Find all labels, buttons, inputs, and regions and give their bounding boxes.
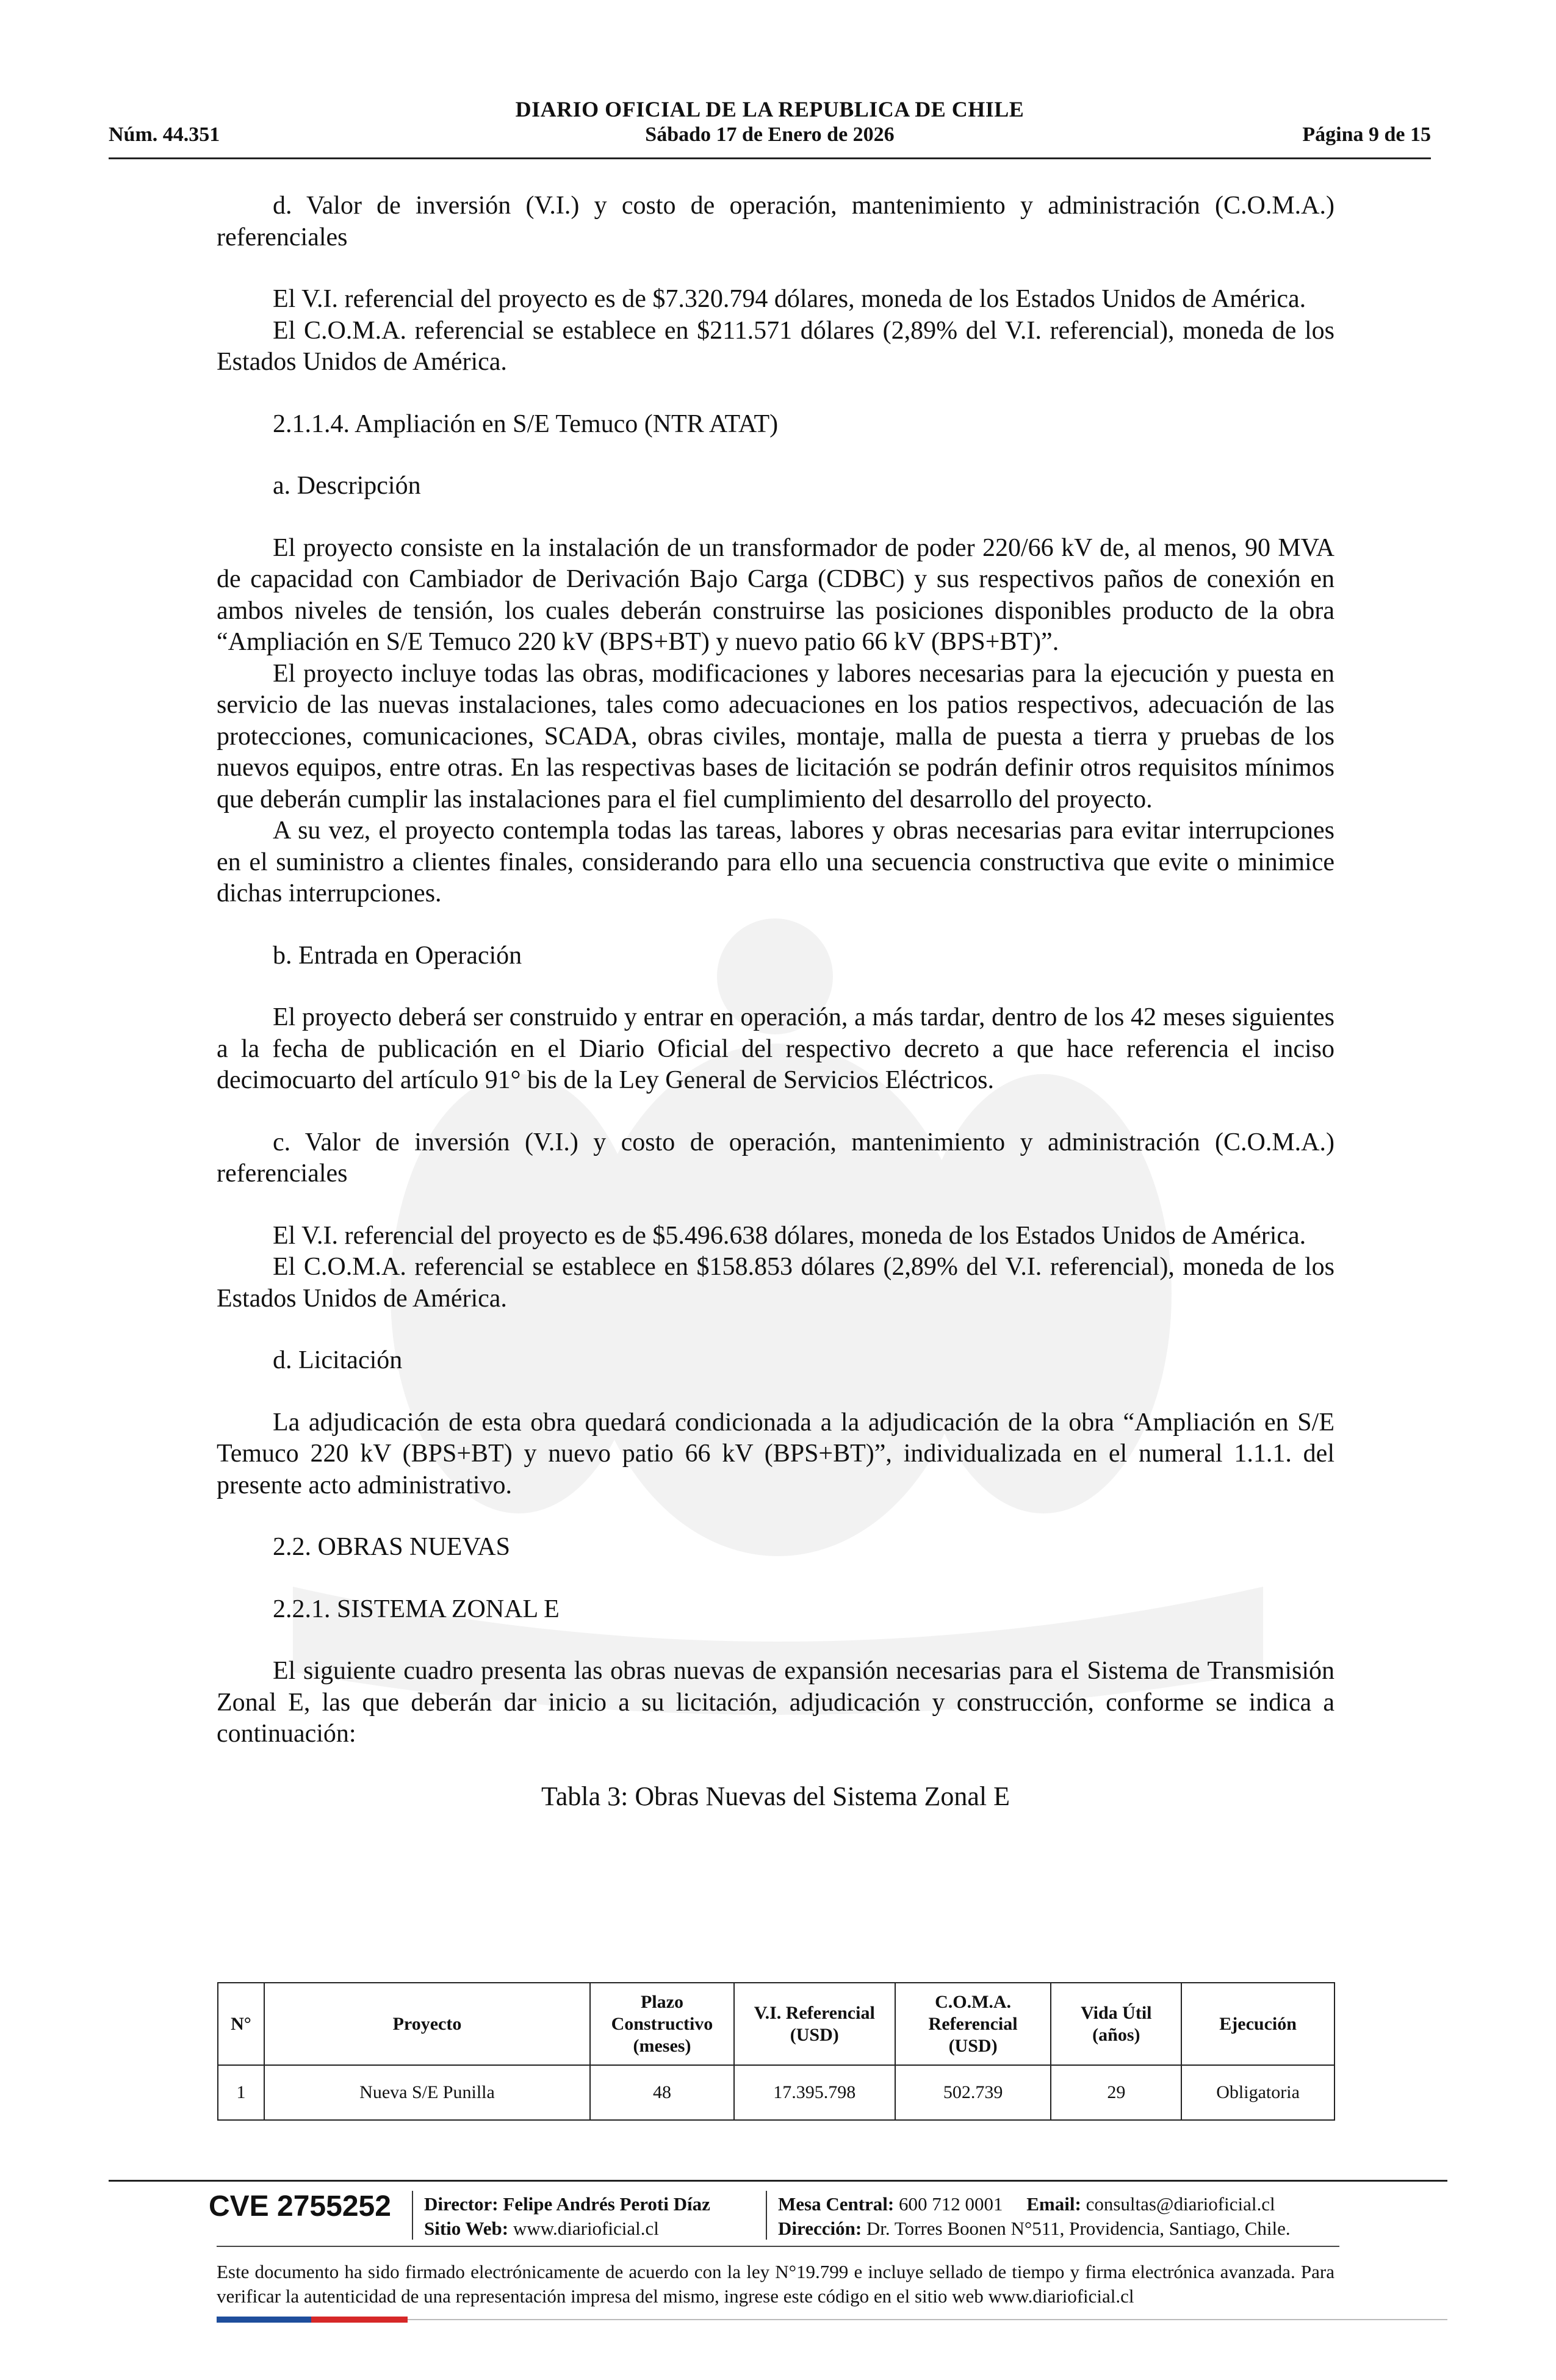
paragraph-descripcion-3: A su vez, el proyecto contempla todas las tareas, labores y obras necesarias para evitar interrupciones en el suministro a clientes finales, considerando para ello una secuencia constructiva que evite o minimice dichas interrupciones. (217, 817, 1334, 907)
footer-rule (109, 2180, 1447, 2182)
col-header-coma: C.O.M.A. Referencial (USD) (895, 1983, 1051, 2065)
legal-notice: Este documento ha sido firmado electrónicamente de acuerdo con la ley N°19.799 e incluye sellado de tiempo y firma electrónica avanzada. Para verificar la autenticidad de una representación impresa del mismo, ingrese este código en el sitio web www.diarioficial.cl (217, 2261, 1334, 2307)
paragraph-cuadro: El siguiente cuadro presenta las obras nuevas de expansión necesarias para el Sistema de Transmisión Zonal E, las que deberán dar inicio a su licitación, adjudicación y construcción, conforme se indica a continuación: (217, 1657, 1334, 1748)
cell-vi: 17.395.798 (734, 2065, 895, 2120)
footer-divider (412, 2191, 413, 2240)
section-heading-d-licitacion: d. Licitación (273, 1346, 403, 1374)
footer-bottom-line (408, 2319, 1447, 2320)
paragraph-licitacion: La adjudicación de esta obra quedará condicionada a la adjudicación de la obra “Ampliación en S/E Temuco 220 kV (BPS+BT) y nuevo patio 66 kV (BPS+BT)”, individualizada en el numeral 1.1.1. del presente acto administrativo. (217, 1408, 1334, 1499)
issue-date: Sábado 17 de Enero de 2026 (645, 123, 895, 146)
table-header-row (218, 1983, 1334, 2065)
section-heading-a-descripcion: a. Descripción (273, 472, 421, 500)
header-rule (109, 157, 1431, 159)
paragraph-vi-2: El V.I. referencial del proyecto es de $5.496.638 dólares, moneda de los Estados Unidos de América. (273, 1221, 1306, 1250)
cell-vida: 29 (1051, 2065, 1181, 2120)
table-caption: Tabla 3: Obras Nuevas del Sistema Zonal E (541, 1781, 1010, 1811)
obras-nuevas-table (217, 1982, 1335, 2121)
cell-ejecucion: Obligatoria (1181, 2065, 1334, 2120)
email-link[interactable]: consultas@diarioficial.cl (1086, 2193, 1275, 2215)
footer-director-block: Director: Felipe Andrés Peroti Díaz Sitio Web: www.diarioficial.cl (424, 2193, 710, 2239)
paragraph-vi: El V.I. referencial del proyecto es de $7.320.794 dólares, moneda de los Estados Unidos de América. (273, 285, 1306, 313)
website-link[interactable]: www.diarioficial.cl (513, 2218, 659, 2239)
flag-stripe-red (311, 2317, 408, 2323)
flag-stripe-blue (217, 2317, 311, 2323)
paragraph-descripcion-2: El proyecto incluye todas las obras, modificaciones y labores necesarias para la ejecución y puesta en servicio de las nuevas instalaciones, tales como adecuaciones en los patios respectivos, adecuación de las protecciones, comunicaciones, SCADA, obras civiles, montaje, malla de puesta a tierra y pruebas de los nuevos equipos, entre otras. En las respectivas bases de licitación se podrán definir otros requisitos mínimos que deberán cumplir las instalaciones para el fiel cumplimiento del desarrollo del proyecto. (217, 659, 1334, 813)
phone-number: 600 712 0001 (899, 2193, 1003, 2215)
paragraph-coma: El C.O.M.A. referencial se establece en $211.571 dólares (2,89% del V.I. referencial), moneda de los Estados Unidos de América. (217, 316, 1334, 376)
col-header-vi: V.I. Referencial (USD) (734, 1983, 895, 2065)
col-header-vida: Vida Útil (años) (1051, 1983, 1181, 2065)
col-header-n: N° (218, 1983, 264, 2065)
issue-number: Núm. 44.351 (109, 123, 220, 146)
cell-n: 1 (218, 2065, 264, 2120)
paragraph-coma-2: El C.O.M.A. referencial se establece en $158.853 dólares (2,89% del V.I. referencial), moneda de los Estados Unidos de América. (217, 1253, 1334, 1313)
paragraph-descripcion-1: El proyecto consiste en la instalación de un transformador de poder 220/66 kV de, al menos, 90 MVA de capacidad con Cambiador de Derivación Bajo Carga (CDBC) y sus respectivos paños de conexión en ambos niveles de tensión, los cuales deberán construirse las posiciones disponibles producto de la obra “Ampliación en S/E Temuco 220 kV (BPS+BT) y nuevo patio 66 kV (BPS+BT)”. (217, 533, 1334, 656)
section-heading-c-valor: c. Valor de inversión (V.I.) y costo de operación, mantenimiento y administración (C.O.M.A.) referenciales (217, 1128, 1334, 1188)
cell-plazo: 48 (590, 2065, 734, 2120)
document-body (217, 190, 1334, 1812)
section-heading-d-valor: d. Valor de inversión (V.I.) y costo de operación, mantenimiento y administración (C.O.M.A.) referenciales (217, 192, 1334, 251)
cell-proyecto: Nueva S/E Punilla (264, 2065, 590, 2120)
newspaper-title: DIARIO OFICIAL DE LA REPUBLICA DE CHILE (515, 97, 1025, 121)
table-row (218, 2065, 1334, 2120)
cve-code: CVE 2755252 (209, 2190, 391, 2223)
address: Dr. Torres Boonen N°511, Providencia, Santiago, Chile. (866, 2218, 1291, 2239)
section-heading-22: 2.2. OBRAS NUEVAS (273, 1533, 510, 1561)
col-header-proyecto: Proyecto (264, 1983, 590, 2065)
paragraph-operacion: El proyecto deberá ser construido y entrar en operación, a más tardar, dentro de los 42 meses siguientes a la fecha de publicación en el Diario Oficial del respectivo decreto a que hace referencia el inciso decimocuarto del artículo 91° bis de la Ley General de Servicios Eléctricos. (217, 1003, 1334, 1094)
col-header-ejecucion: Ejecución (1181, 1983, 1334, 2065)
director-name: Felipe Andrés Peroti Díaz (503, 2193, 710, 2215)
section-heading-2114: 2.1.1.4. Ampliación en S/E Temuco (NTR ATAT) (273, 409, 779, 438)
footer-contact-block: Mesa Central: 600 712 0001 Email: consultas@diarioficial.cl Dirección: Dr. Torres Boonen N°511, Providencia, Santiago, Chile. (778, 2193, 1291, 2239)
footer-rule-thin (217, 2246, 1339, 2247)
cell-coma: 502.739 (895, 2065, 1051, 2120)
section-heading-b-operacion: b. Entrada en Operación (273, 941, 522, 970)
page-header (109, 92, 1431, 159)
page-number: Página 9 de 15 (1302, 123, 1431, 146)
section-heading-221: 2.2.1. SISTEMA ZONAL E (273, 1595, 560, 1623)
col-header-plazo: Plazo Constructivo (meses) (590, 1983, 734, 2065)
footer-divider (766, 2191, 767, 2240)
